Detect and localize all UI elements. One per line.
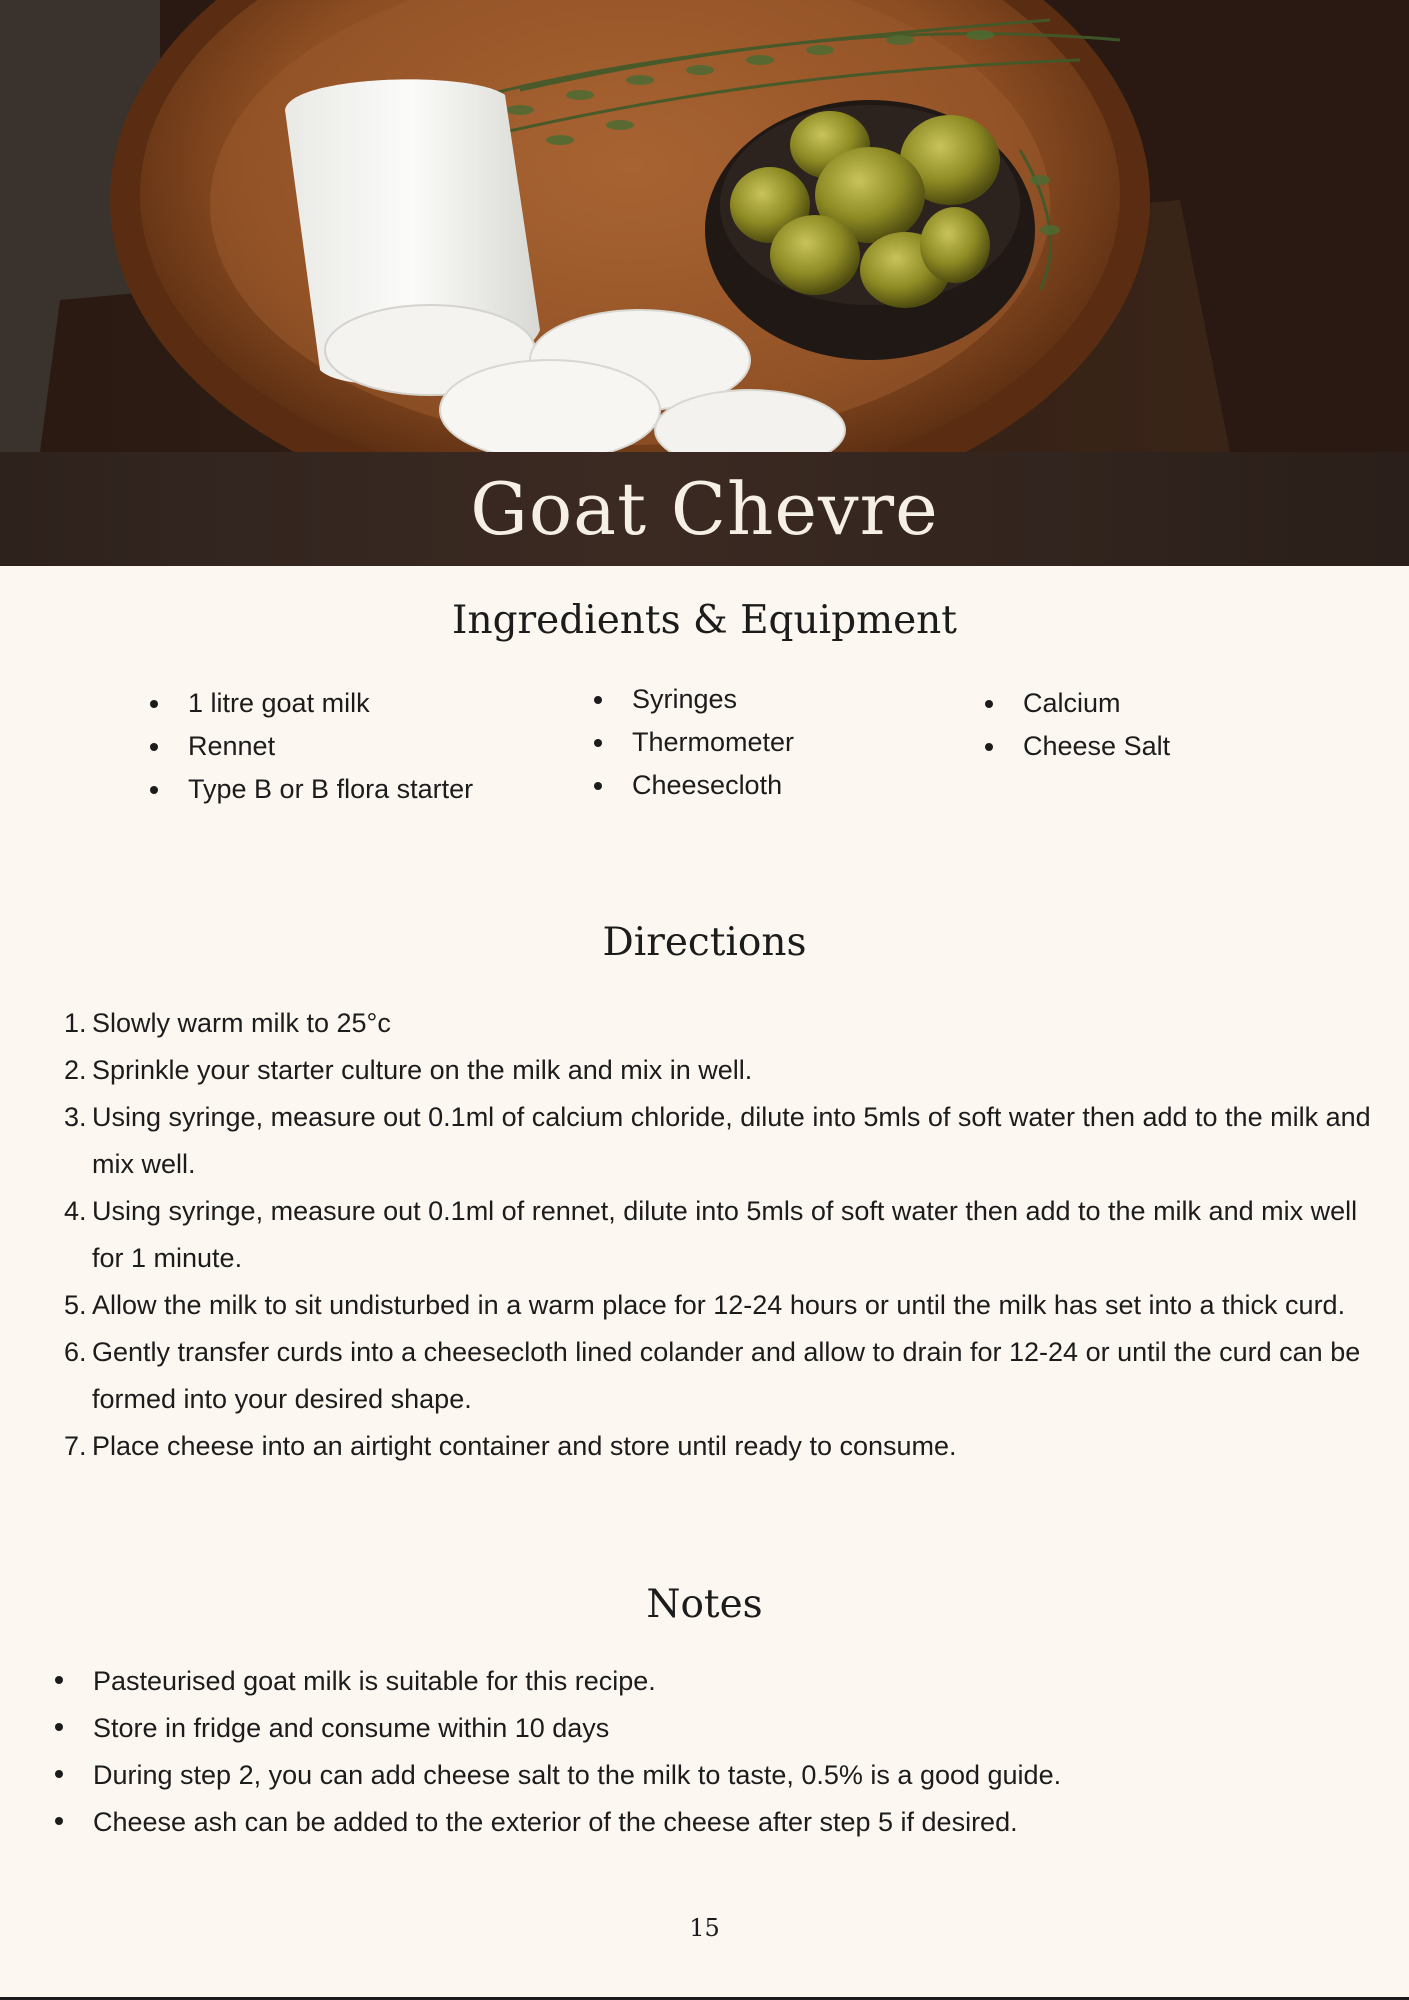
equipment-item: Cheesecloth: [594, 764, 954, 807]
direction-step: [64, 1000, 1384, 1047]
equipment-item: Syringes: [594, 678, 954, 721]
direction-step: [64, 1282, 1384, 1329]
direction-step: [64, 1047, 1384, 1094]
ingredient-item: Type B or B flora starter: [150, 768, 530, 811]
step-number: 4.: [64, 1196, 87, 1226]
step-text: Sprinkle your starter culture on the milk and mix in well.: [92, 1055, 753, 1085]
ingredients-column-1: [150, 682, 530, 811]
hero-photo: [0, 0, 1409, 452]
ingredient-item: 1 litre goat milk: [150, 682, 530, 725]
direction-step: [64, 1188, 1384, 1282]
notes-list: [55, 1658, 1355, 1846]
step-text: Allow the milk to sit undisturbed in a warm place for 12-24 hours or until the milk has set into a thick curd.: [92, 1290, 1346, 1320]
step-text: Using syringe, measure out 0.1ml of rennet, dilute into 5mls of soft water then add to the milk and mix well for 1 minute.: [92, 1196, 1358, 1273]
note-item: During step 2, you can add cheese salt to the milk to taste, 0.5% is a good guide.: [55, 1752, 1355, 1799]
ingredients-column-3: [985, 682, 1285, 768]
directions-list: [64, 1000, 1384, 1470]
ingredient-item: Rennet: [150, 725, 530, 768]
ingredient-item: Calcium: [985, 682, 1285, 725]
direction-step: [64, 1094, 1384, 1188]
directions-heading: Directions: [602, 920, 807, 965]
equipment-item: Thermometer: [594, 721, 954, 764]
recipe-title: Goat Chevre: [470, 467, 939, 551]
note-item: Store in fridge and consume within 10 days: [55, 1705, 1355, 1752]
page-number: 15: [689, 1914, 720, 1942]
ingredient-item: Cheese Salt: [985, 725, 1285, 768]
cheese-log: [285, 79, 540, 395]
notes-heading: Notes: [646, 1582, 763, 1627]
step-number: 6.: [64, 1337, 87, 1367]
note-item: Cheese ash can be added to the exterior of the cheese after step 5 if desired.: [55, 1799, 1355, 1846]
step-text: Using syringe, measure out 0.1ml of calcium chloride, dilute into 5mls of soft water then add to the milk and mix well.: [92, 1102, 1371, 1179]
step-number: 3.: [64, 1102, 87, 1132]
note-item: Pasteurised goat milk is suitable for this recipe.: [55, 1658, 1355, 1705]
step-text: Slowly warm milk to 25°c: [92, 1008, 391, 1038]
title-banner: [0, 452, 1409, 566]
olive-bowl: [705, 100, 1035, 360]
step-number: 1.: [64, 1008, 87, 1038]
step-number: 5.: [64, 1290, 87, 1320]
cheese-photo-illustration: [0, 0, 1409, 452]
step-text: Place cheese into an airtight container and store until ready to consume.: [92, 1431, 957, 1461]
step-text: Gently transfer curds into a cheesecloth lined colander and allow to drain for 12-24 or until the curd can be formed into your desired shape.: [92, 1337, 1361, 1414]
step-number: 7.: [64, 1431, 87, 1461]
ingredients-heading: Ingredients & Equipment: [452, 598, 957, 643]
direction-step: [64, 1329, 1384, 1423]
direction-step: [64, 1423, 1384, 1470]
ingredients-column-2: [594, 678, 954, 807]
step-number: 2.: [64, 1055, 87, 1085]
